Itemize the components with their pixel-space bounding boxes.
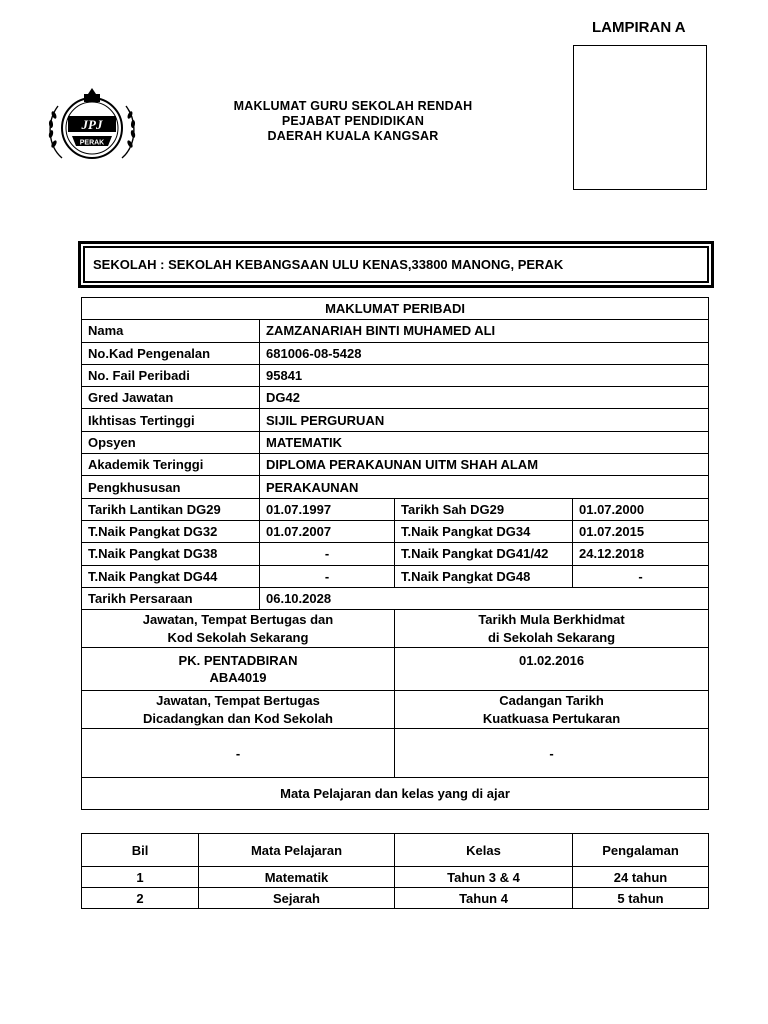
date-value: - [260, 543, 395, 565]
document-title [208, 99, 498, 144]
info-label: Opsyen [82, 431, 260, 453]
logo-text: PERAK [79, 139, 105, 147]
perak-logo-icon [44, 88, 140, 168]
proposed-date-value: - [395, 729, 709, 778]
date-label: T.Naik Pangkat DG44 [82, 565, 260, 587]
date-label: T.Naik Pangkat DG38 [82, 543, 260, 565]
info-value: MATEMATIK [260, 431, 709, 453]
info-row [82, 454, 709, 476]
date-value: 24.12.2018 [573, 543, 709, 565]
date-label: Tarikh Sah DG29 [395, 498, 573, 520]
info-label: Akademik Teringgi [82, 454, 260, 476]
section-title: MAKLUMAT PERIBADI [82, 298, 709, 320]
current-post-value [82, 648, 395, 691]
info-value: SIJIL PERGURUAN [260, 409, 709, 431]
info-value: 95841 [260, 364, 709, 386]
date-value: - [573, 565, 709, 587]
subjects-cell: 2 [82, 888, 199, 909]
lampiran-label: LAMPIRAN A [592, 19, 686, 36]
date-row [82, 520, 709, 542]
photo-box [573, 45, 707, 190]
date-value: 01.07.2015 [573, 520, 709, 542]
info-value: 681006-08-5428 [260, 342, 709, 364]
info-row [82, 320, 709, 342]
retire-value: 06.10.2028 [260, 587, 709, 609]
table-row [82, 867, 709, 888]
info-row [82, 342, 709, 364]
title-line-2: PEJABAT PENDIDIKAN [281, 114, 425, 128]
current-start-header-line2: di Sekolah Sekarang [487, 629, 616, 645]
current-start-value: 01.02.2016 [395, 648, 709, 691]
current-post-value-line1: PK. PENTADBIRAN [178, 653, 298, 669]
proposed-post-header-line1: Jawatan, Tempat Bertugas [156, 692, 320, 708]
date-value: - [260, 565, 395, 587]
svg-text:JPJ: JPJ [81, 117, 103, 132]
proposed-post-value: - [82, 729, 395, 778]
retire-label: Tarikh Persaraan [82, 587, 260, 609]
info-label: No. Fail Peribadi [82, 364, 260, 386]
date-row [82, 543, 709, 565]
info-row [82, 364, 709, 386]
subjects-cell: 1 [82, 867, 199, 888]
subjects-cell: 5 tahun [573, 888, 709, 909]
table-row [82, 888, 709, 909]
proposed-post-header [82, 691, 395, 729]
subjects-header-cell: Pengalaman [573, 834, 709, 867]
date-label: T.Naik Pangkat DG34 [395, 520, 573, 542]
date-label: T.Naik Pangkat DG41/42 [395, 543, 573, 565]
proposed-date-header-line2: Kuatkuasa Pertukaran [482, 710, 621, 726]
info-row [82, 387, 709, 409]
current-start-header-line1: Tarikh Mula Berkhidmat [478, 611, 625, 627]
title-line-1: MAKLUMAT GURU SEKOLAH RENDAH [233, 99, 473, 113]
info-label: No.Kad Pengenalan [82, 342, 260, 364]
current-post-header-line1: Jawatan, Tempat Bertugas dan [142, 611, 334, 627]
info-label: Nama [82, 320, 260, 342]
info-label: Gred Jawatan [82, 387, 260, 409]
info-value: ZAMZANARIAH BINTI MUHAMED ALI [260, 320, 709, 342]
info-value: DG42 [260, 387, 709, 409]
info-label: Pengkhususan [82, 476, 260, 498]
current-start-header [395, 610, 709, 648]
school-name: SEKOLAH : SEKOLAH KEBANGSAAN ULU KENAS,33800 MANONG, PERAK [83, 246, 709, 283]
info-row [82, 431, 709, 453]
info-label: Ikhtisas Tertinggi [82, 409, 260, 431]
info-value: DIPLOMA PERAKAUNAN UITM SHAH ALAM [260, 454, 709, 476]
current-post-header-line2: Kod Sekolah Sekarang [167, 629, 309, 645]
subjects-cell: 24 tahun [573, 867, 709, 888]
school-box [78, 241, 714, 288]
date-value: 01.07.2000 [573, 498, 709, 520]
proposed-post-header-line2: Dicadangkan dan Kod Sekolah [143, 710, 333, 726]
date-label: T.Naik Pangkat DG48 [395, 565, 573, 587]
date-label: T.Naik Pangkat DG32 [82, 520, 260, 542]
subjects-header-cell: Kelas [395, 834, 573, 867]
subjects-header-cell: Bil [82, 834, 199, 867]
current-post-value-line2: ABA4019 [209, 670, 267, 686]
date-value: 01.07.1997 [260, 498, 395, 520]
info-row [82, 476, 709, 498]
subjects-title: Mata Pelajaran dan kelas yang di ajar [82, 778, 709, 810]
subjects-cell: Sejarah [199, 888, 395, 909]
title-line-3: DAERAH KUALA KANGSAR [267, 129, 439, 143]
personal-info-table [81, 297, 709, 810]
subjects-header-row [82, 834, 709, 867]
proposed-date-header [395, 691, 709, 729]
current-post-header [82, 610, 395, 648]
info-value: PERAKAUNAN [260, 476, 709, 498]
subjects-table [81, 833, 709, 909]
date-row [82, 565, 709, 587]
date-value: 01.07.2007 [260, 520, 395, 542]
subjects-header-cell: Mata Pelajaran [199, 834, 395, 867]
subjects-cell: Matematik [199, 867, 395, 888]
info-row [82, 409, 709, 431]
proposed-date-header-line1: Cadangan Tarikh [499, 692, 604, 708]
date-label: Tarikh Lantikan DG29 [82, 498, 260, 520]
subjects-cell: Tahun 3 & 4 [395, 867, 573, 888]
date-row [82, 498, 709, 520]
subjects-cell: Tahun 4 [395, 888, 573, 909]
